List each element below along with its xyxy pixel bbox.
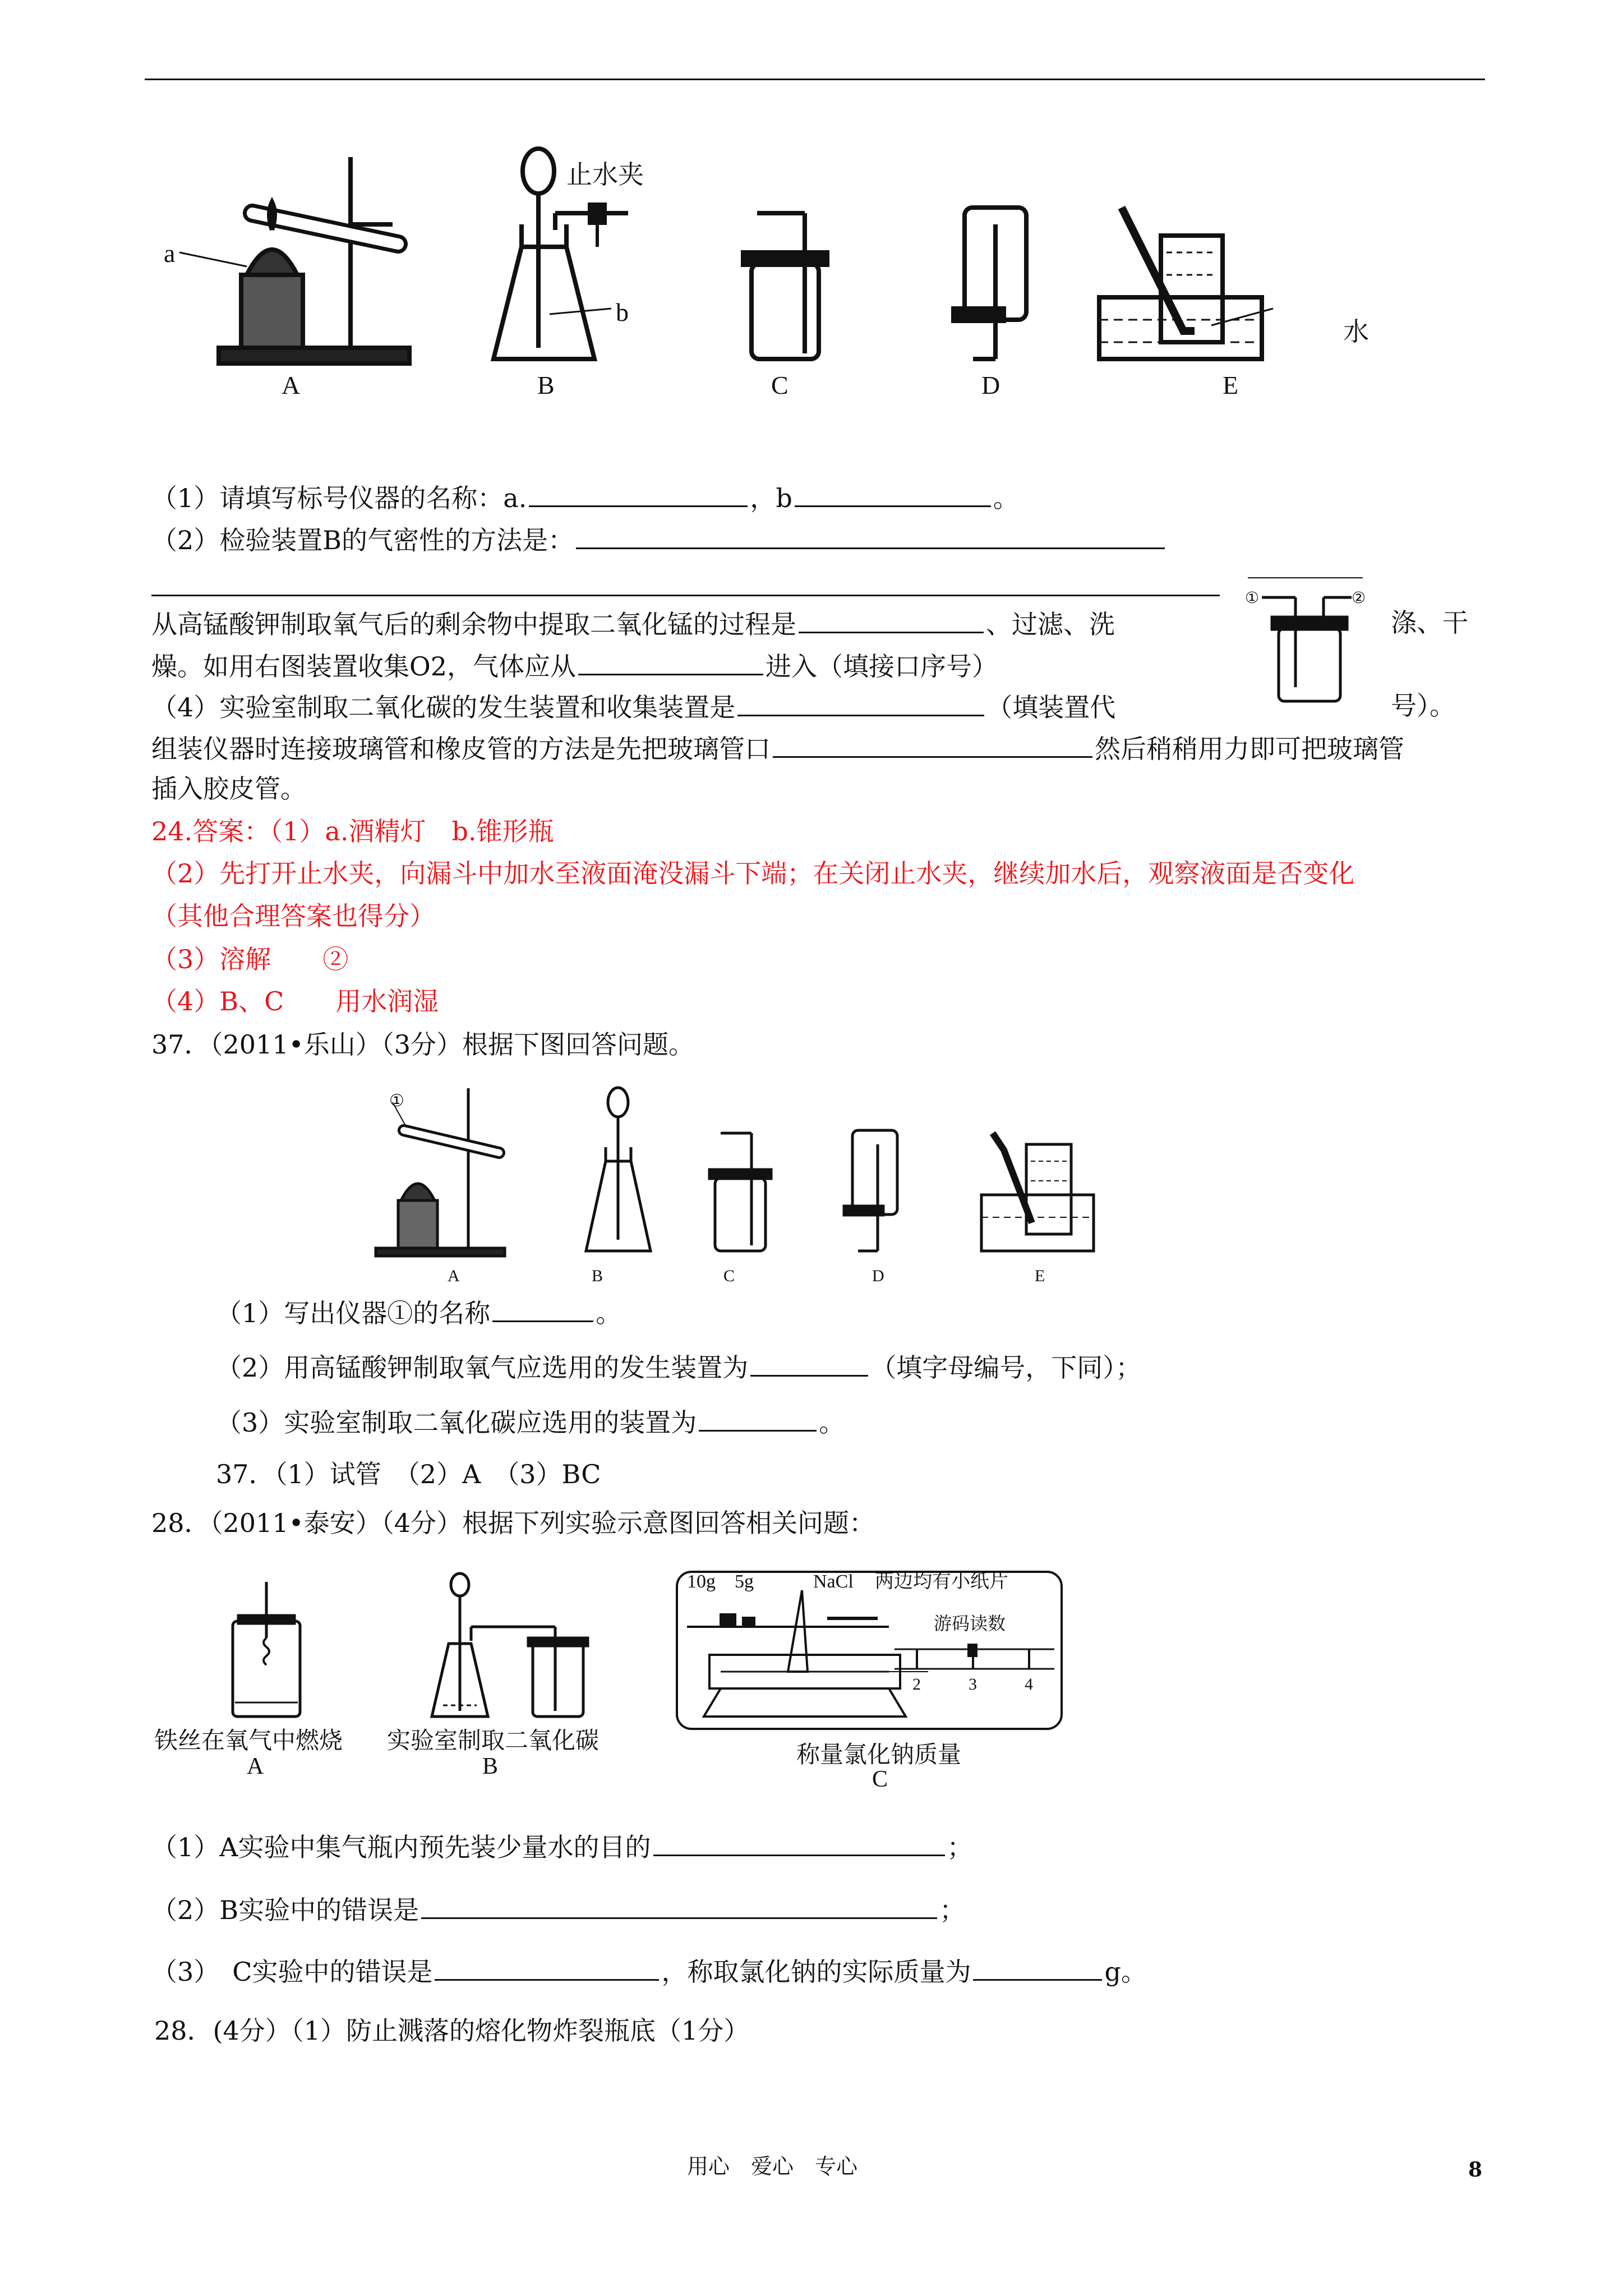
fig2-marker: ① (389, 1092, 404, 1110)
small-fig-port-1: ① (1245, 590, 1260, 607)
fig1-callout-b: b (616, 298, 629, 326)
footer-motto: 用心 爱心 专心 (687, 2154, 858, 2179)
q28-title: 28．（2011•泰安）（4分）根据下列实验示意图回答相关问题： (151, 1508, 875, 1538)
fig1-label-C: C (771, 371, 789, 399)
weight-10g: 10g (687, 1571, 716, 1592)
fig2-label-B: B (592, 1267, 603, 1285)
scale-tick-3: 3 (969, 1675, 977, 1694)
q24-p3a: 从高锰酸钾制取氧气后的剩余物中提取二氧化锰的过程是 、过滤、洗 (151, 606, 1115, 641)
answer-blank-co2-device[interactable] (737, 689, 984, 716)
gas-bottle-figure (1239, 575, 1374, 704)
answer-blank-wet[interactable] (773, 730, 1092, 758)
q37-p1: （1）写出仪器①的名称 。 (216, 1295, 621, 1330)
answer-blank-c-error[interactable] (435, 1953, 659, 1981)
paper-note: 两边均有小纸片 (875, 1571, 1008, 1592)
q28-p1: （1）A实验中集气瓶内预先装少量水的目的 ； (151, 1829, 973, 1864)
answer-line-full[interactable] (151, 595, 1220, 596)
q24-p2: （2）检验装置B的气密性的方法是： (151, 522, 1167, 557)
rider-reading-label: 游码读数 (934, 1613, 1006, 1634)
small-fig-port-2: ② (1352, 590, 1366, 607)
answer-blank-instrument[interactable] (492, 1295, 593, 1322)
fig2-label-D: D (872, 1267, 884, 1285)
scale-tick-4: 4 (1025, 1675, 1033, 1694)
q28-p3: （3） C实验中的错误是 ，称取氯化钠的实际质量为 g。 (151, 1953, 1147, 1989)
answer-blank-port[interactable] (578, 648, 763, 675)
q28-fig-B (426, 1571, 594, 1728)
fig1-label-A: A (282, 371, 301, 399)
answer-blank-b-error[interactable] (421, 1892, 937, 1919)
answer-blank-co2[interactable] (699, 1404, 817, 1432)
fig2-label-C: C (723, 1267, 735, 1285)
q28-fig-B-caption: 实验室制取二氧化碳 (387, 1727, 600, 1754)
answer-blank-b[interactable] (795, 480, 991, 507)
q24-p4b: 组装仪器时连接玻璃管和橡皮管的方法是先把玻璃管口 然后稍稍用力即可把玻璃管 (151, 730, 1404, 766)
q24-p4c: 插入胶皮管。 (151, 774, 306, 804)
q37-title: 37．（2011•乐山）（3分）根据下图回答问题。 (151, 1029, 694, 1060)
apparatus-figure-1 (157, 140, 1335, 421)
q28-p2: （2）B实验中的错误是 ； (151, 1892, 965, 1927)
weight-5g: 5g (735, 1571, 754, 1592)
q37-p3: （3）实验室制取二氧化碳应选用的装置为 。 (216, 1404, 845, 1439)
q28-answer: 28．(4分）（1）防止溅落的熔化物炸裂瓶底（1分） (154, 2016, 750, 2046)
page-number: 8 (1468, 2158, 1483, 2182)
nacl-label: NaCl (813, 1571, 854, 1592)
fig1-callout-water: 水 (1343, 316, 1369, 347)
q28-fig-C-caption: 称量氯化钠质量 (796, 1741, 962, 1768)
q28-fig-A-caption: 铁丝在氧气中燃烧 (154, 1727, 343, 1754)
q24-p3b: 燥。如用右图装置收集O2，气体应从 进入（填接口序号） (151, 648, 998, 683)
q37-p2: （2）用高锰酸钾制取氧气应选用的发生装置为 （填字母编号，下同）； (216, 1349, 1141, 1384)
fig1-label-D: D (981, 371, 1000, 399)
apparatus-figure-2 (370, 1077, 1110, 1268)
answer-blank-dissolve[interactable] (799, 606, 984, 633)
q24-answer-3: （其他合理答案也得分） (151, 901, 435, 931)
q24-p3a-end: 涤、干 (1391, 608, 1468, 638)
answer-blank-water-purpose[interactable] (653, 1829, 945, 1856)
q37-answer: 37．（1）试管 （2）A （3）BC (216, 1459, 601, 1489)
fig2-label-A: A (448, 1267, 460, 1285)
q28-fig-C-balance (676, 1571, 1063, 1731)
q28-fig-A (227, 1582, 306, 1722)
q24-p4a-end: 号）。 (1391, 691, 1455, 721)
answer-blank-mass[interactable] (973, 1953, 1102, 1981)
q24-p4a: （4）实验室制取二氧化碳的发生装置和收集装置是 （填装置代 (151, 689, 1115, 724)
fig1-callout-a: a (164, 239, 176, 268)
scale-tick-2: 2 (912, 1675, 921, 1694)
answer-blank-o2-device[interactable] (750, 1349, 868, 1377)
answer-blank-a[interactable] (529, 480, 748, 507)
fig1-callout-clamp: 止水夹 (566, 159, 644, 190)
q24-answer-5: （4）B、C 用水润湿 (151, 986, 439, 1016)
header-rule (145, 79, 1485, 80)
q28-fig-A-letter: A (247, 1754, 264, 1779)
q28-fig-B-letter: B (482, 1754, 499, 1779)
q24-p1: （1）请填写标号仪器的名称：a. ，b 。 (151, 480, 1019, 515)
fig2-label-E: E (1035, 1267, 1045, 1285)
q24-answer-1: 24.答案：（1）a.酒精灯 b.锥形瓶 (151, 816, 554, 846)
q24-answer-4: （3）溶解 ② (151, 944, 349, 974)
fig1-label-B: B (537, 371, 555, 399)
q28-fig-C-letter: C (872, 1766, 888, 1792)
q24-answer-2: （2）先打开止水夹，向漏斗中加水至液面淹没漏斗下端；在关闭止水夹，继续加水后，观察液面是否变化 (151, 858, 1355, 889)
fig1-label-E: E (1223, 371, 1239, 399)
answer-blank-airtight[interactable] (576, 522, 1165, 549)
